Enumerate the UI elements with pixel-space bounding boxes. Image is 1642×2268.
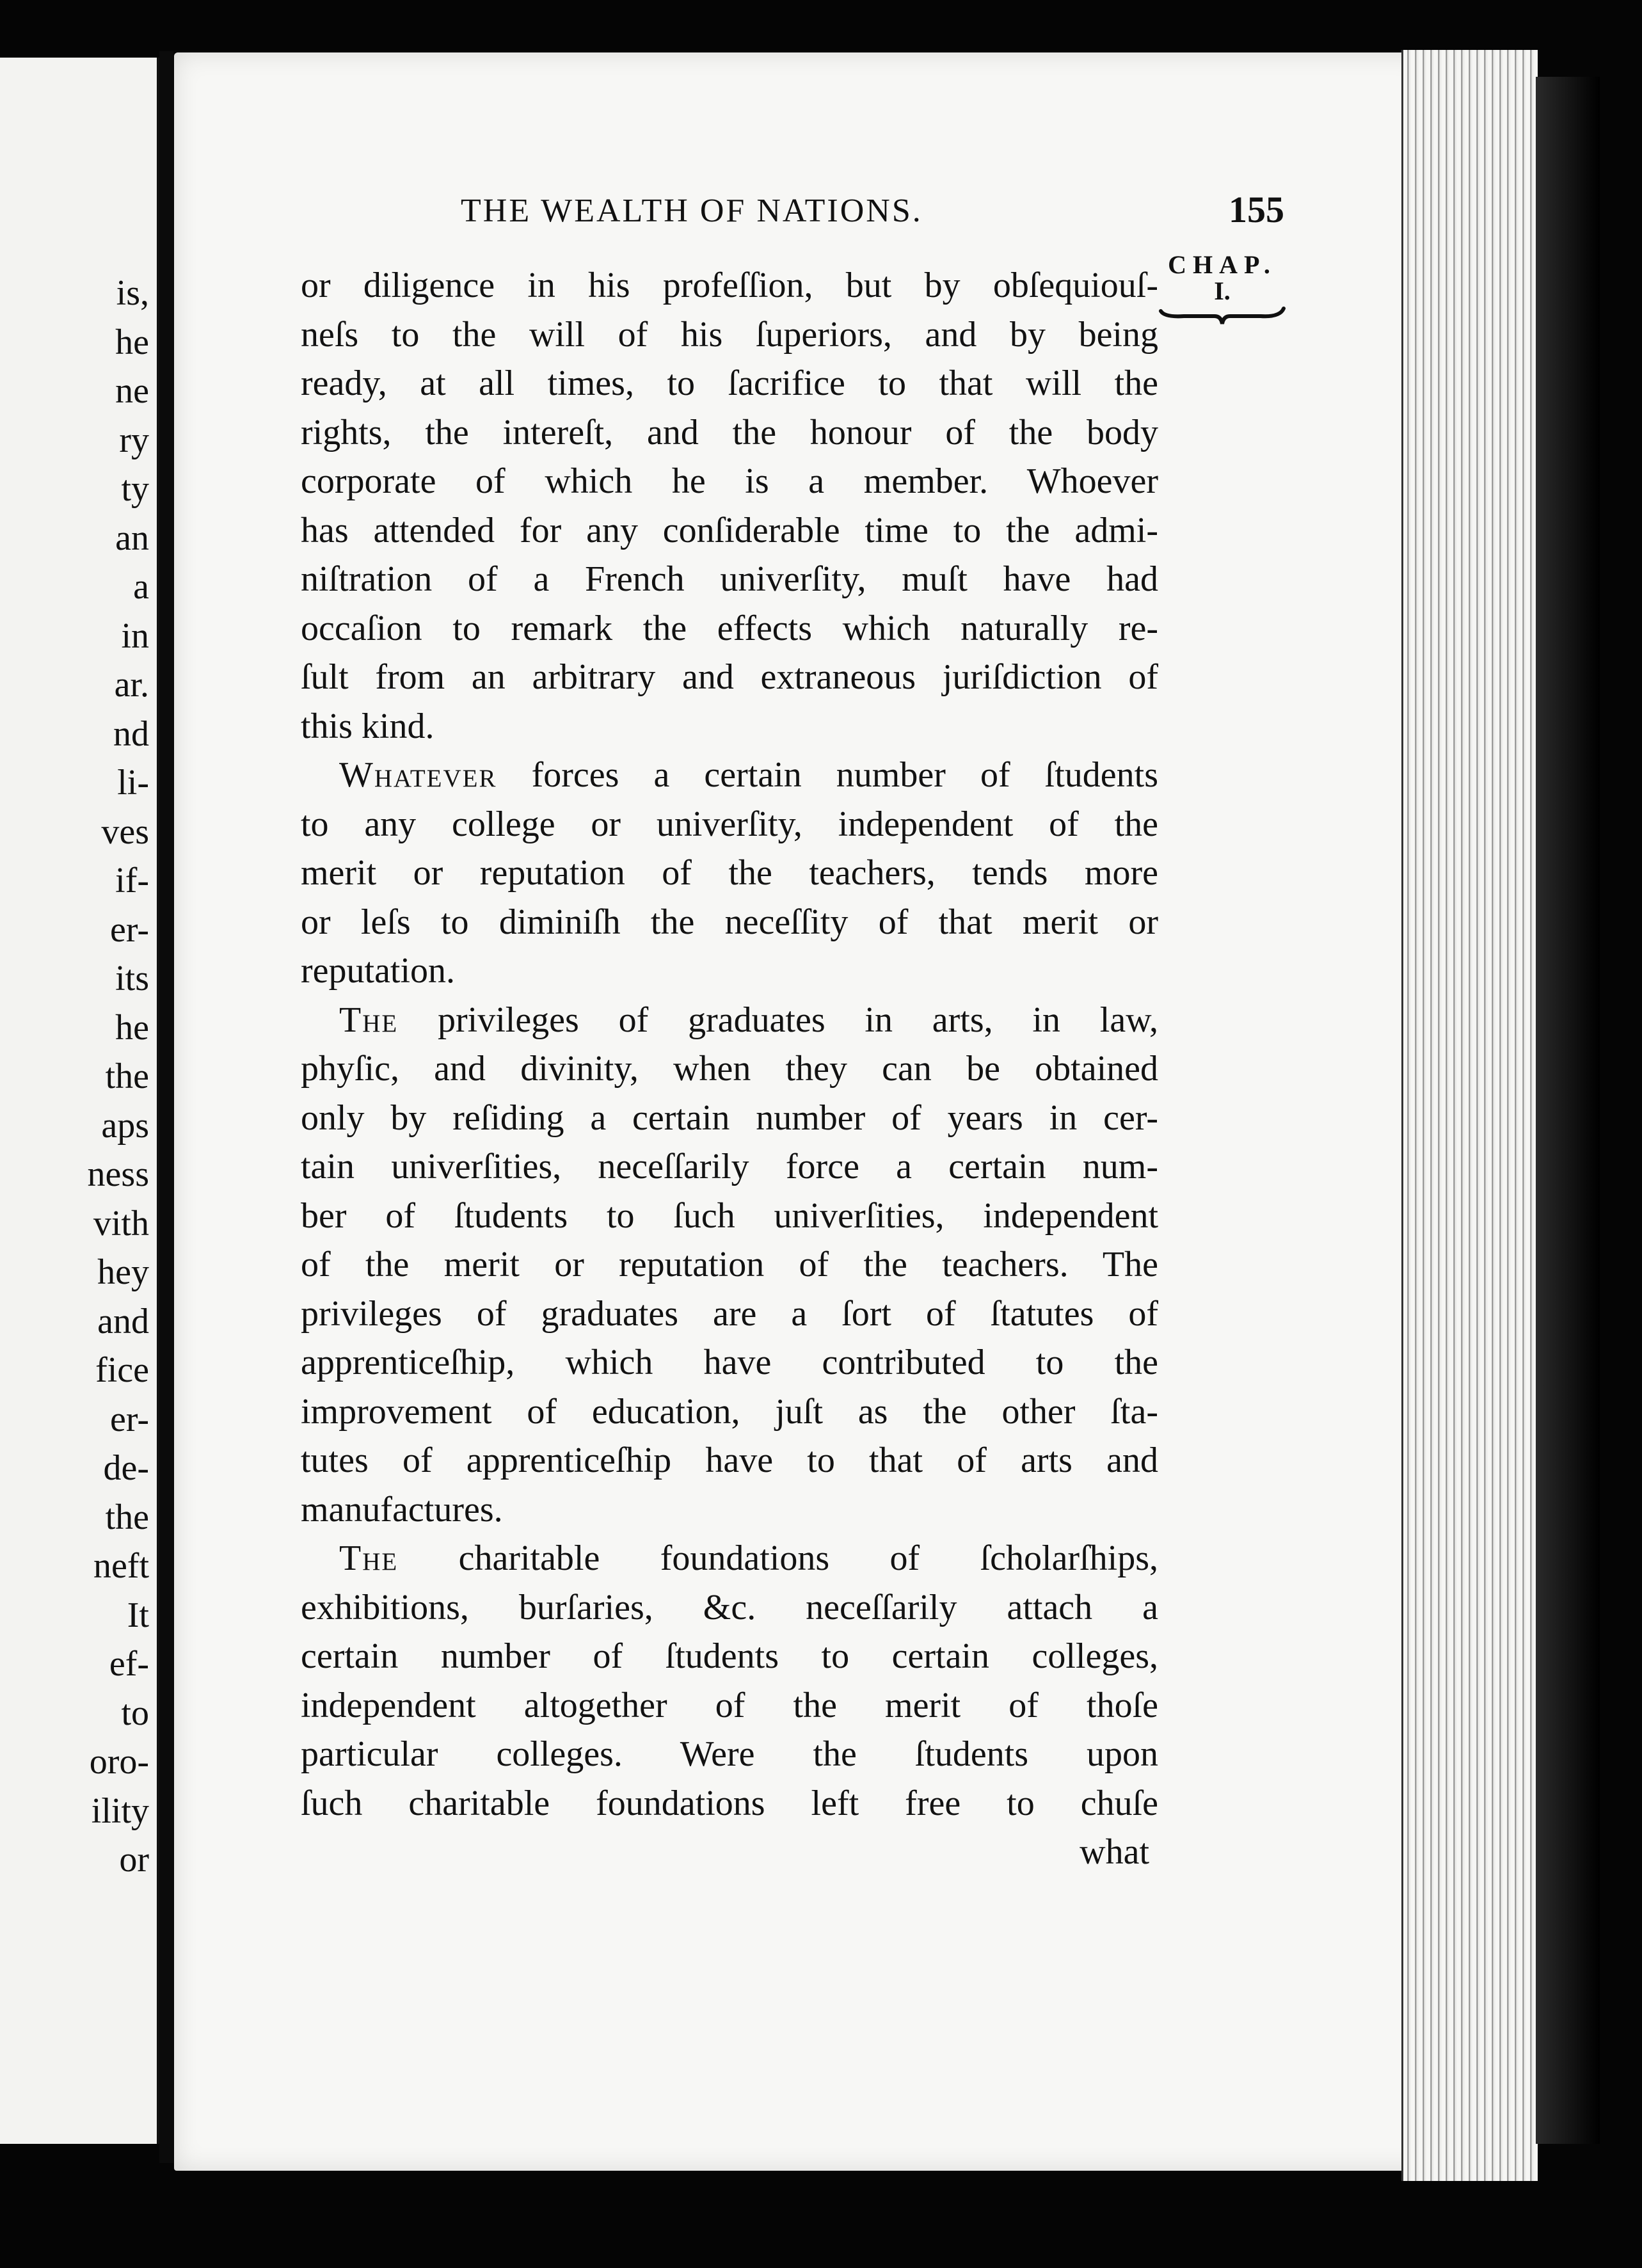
previous-page-fragment: ility [91,1791,149,1831]
text-line [301,751,1158,800]
text-line: particular colleges. Were the ſtudents upon [301,1734,1158,1774]
marginal-chapter-note [1155,250,1289,329]
text-line: ſuch charitable foundations left free to chuſe [301,1783,1158,1823]
text-line: to any college or univerſity, independent of the [301,804,1158,844]
previous-page-fragment: oro- [89,1742,149,1782]
previous-page-fragment: ar. [114,665,149,705]
paragraph-4 [301,1534,1158,1828]
line-text: forces a certain number of ſtudents [497,755,1158,795]
previous-page-fragment: is, [116,273,149,313]
text-line: certain number of ſtudents to certain colleges, [301,1636,1158,1676]
text-line: manufactures. [301,1489,503,1529]
previous-page-fragment: hey [97,1252,149,1292]
text-line: or diligence in his profeſſion, but by obſequiouſ- [301,266,1158,305]
previous-page-edge [0,58,159,2144]
page-number: 155 [1229,189,1284,230]
text-line: privileges of graduates are a ſort of ſtatutes of [301,1293,1158,1334]
running-title: THE WEALTH OF NATIONS. [461,193,923,229]
text-line: of the merit or reputation of the teachers. The [301,1245,1158,1284]
chapter-number: I. [1214,276,1231,305]
previous-page-fragment: ty [121,469,149,509]
previous-page-fragment: ness [87,1154,149,1194]
previous-page-fragment: aps [101,1105,149,1146]
text-line: ready, at all times, to ſacrifice to that will the [301,363,1158,403]
previous-page-fragment: ves [101,811,149,852]
book-cover-edge [1536,77,1600,2144]
previous-page-fragment: the [105,1057,149,1096]
previous-page-fragment: an [115,518,149,558]
previous-page-fragment: he [115,1007,149,1048]
text-line [301,996,1158,1045]
page-edges [1401,50,1538,2181]
text-line: this kind. [301,706,434,746]
previous-page-fragment: vith [93,1203,149,1243]
text-line: exhibitions, burſaries, &c. neceſſarily attach a [301,1587,1158,1627]
previous-page-fragment: to [121,1693,149,1733]
previous-page-fragment: if- [115,861,149,900]
previous-page-fragment: It [127,1595,149,1635]
text-line: phyſic, and divinity, when they can be obtained [301,1049,1158,1089]
previous-page-fragment: neft [93,1546,149,1586]
previous-page-text-fragments [2,269,149,1885]
text-line: reputation. [301,951,456,991]
previous-page-fragment: or [119,1840,149,1880]
previous-page-fragment: its [115,959,149,998]
text-line [301,1534,1158,1583]
text-line: merit or reputation of the teachers, tends more [301,853,1158,893]
previous-page-fragment: the [105,1497,149,1537]
paragraph-1 [301,261,1158,751]
text-line: corporate of which he is a member. Whoever [301,461,1158,501]
text-line: tain univerſities, neceſſarily force a certain num- [301,1147,1158,1186]
previous-page-fragment: er- [109,909,149,950]
text-line: tutes of apprenticeſhip have to that of arts and [301,1441,1158,1480]
previous-page-fragment: ef- [109,1644,149,1684]
catchword: what [1080,1832,1149,1872]
previous-page-fragment: li- [117,763,149,803]
paragraph-3 [301,996,1158,1535]
text-line: occaſion to remark the effects which naturally re- [301,608,1158,648]
previous-page-fragment: de- [103,1448,149,1488]
paragraph-2 [301,751,1158,996]
chapter-label: CHAP. [1168,250,1277,279]
text-line: ſult from an arbitrary and extraneous juriſdiction of [301,657,1158,697]
text-line: rights, the intereſt, and the honour of the body [301,412,1158,452]
previous-page-fragment: he [115,322,149,362]
text-line: has attended for any conſiderable time to the admi- [301,510,1158,550]
previous-page-fragment: ry [119,420,149,460]
lead-word: The [339,1000,399,1040]
previous-page-fragment: nd [113,714,149,754]
line-text: privileges of graduates in arts, in law, [398,1000,1158,1040]
text-line: or leſs to diminiſh the neceſſity of that merit or [301,902,1158,942]
line-text: charitable foundations of ſcholarſhips, [398,1538,1158,1578]
brace-ornament [1158,303,1286,329]
text-line: niſtration of a French univerſity, muſt have had [301,559,1158,599]
previous-page-fragment: and [97,1301,149,1341]
text-line: neſs to the will of his ſuperiors, and by being [301,314,1158,355]
lead-word: The [339,1538,399,1578]
book-gutter [159,51,173,2163]
text-line: independent altogether of the merit of thoſe [301,1685,1158,1725]
previous-page-fragment: fice [95,1350,149,1390]
previous-page-fragment: a [133,567,149,607]
previous-page-fragment: er- [109,1399,149,1439]
text-line: improvement of education, juſt as the other ſta- [301,1391,1158,1432]
text-line: ber of ſtudents to ſuch univerſities, independent [301,1195,1158,1236]
body-text [301,261,1158,1877]
text-line: apprenticeſhip, which have contributed to the [301,1343,1158,1382]
lead-word: Whatever [339,755,497,795]
previous-page-fragment: in [121,616,149,656]
previous-page-fragment: ne [115,371,149,411]
text-line: only by reſiding a certain number of years in cer- [301,1098,1158,1138]
